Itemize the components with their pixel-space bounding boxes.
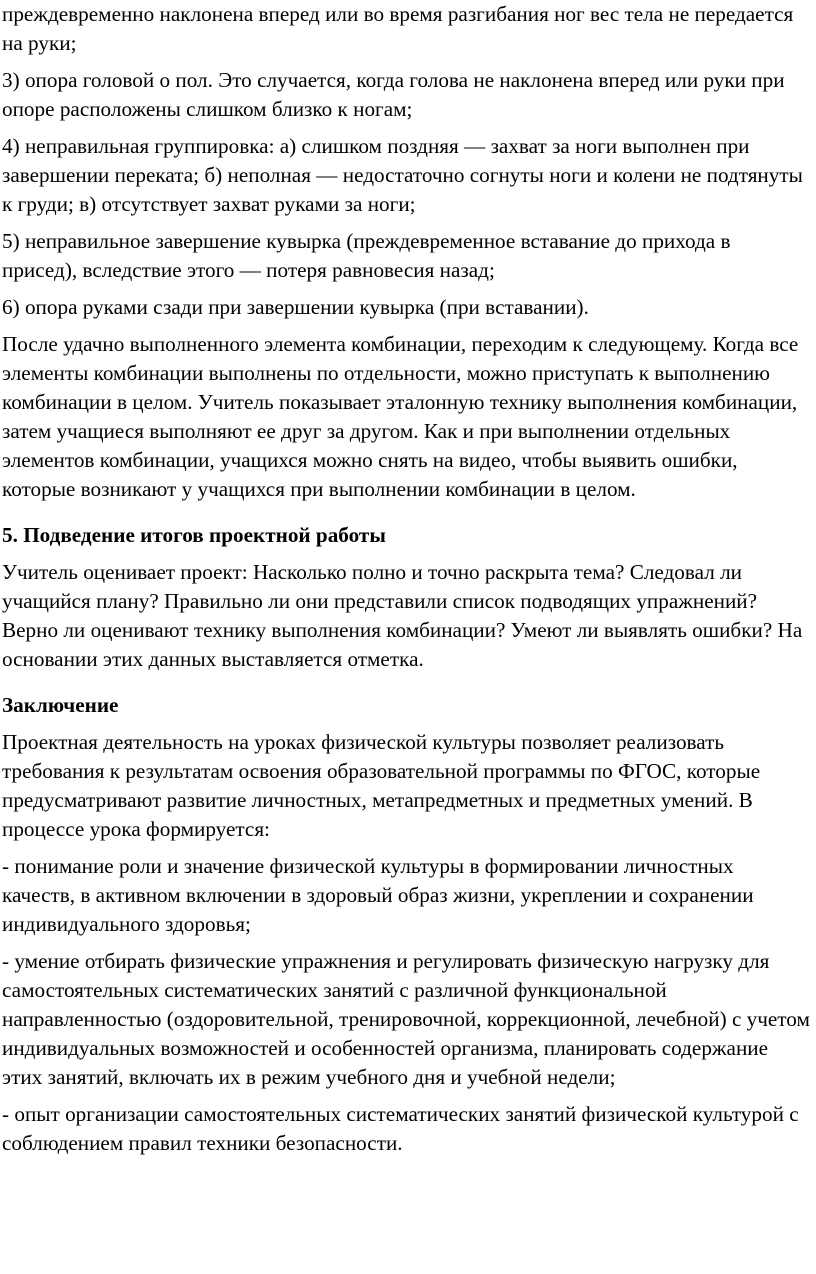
conclusion-heading: Заключение [2, 693, 119, 717]
error-item-5: 5) неправильное завершение кувырка (преждевременное вставание до прихода в присед), вследствие этого — потеря равновесия назад; [2, 229, 731, 282]
combination-paragraph: После удачно выполненного элемента комбинации, переходим к следующему. Когда все элементы комбинации выполнены по отдельности, можно приступать к выполнению комбинации в целом. Учитель показывает эталонную технику выполнения комбинации, затем учащиеся выполняют ее друг за другом. Как и при выполнении отдельных элементов комбинации, учащихся можно снять на видео, чтобы выявить ошибки, которые возникают у учащихся при выполнении комбинации в целом. [2, 332, 799, 501]
section-5-heading: 5. Подведение итогов проектной работы [2, 523, 386, 547]
conclusion-item-1: - понимание роли и значение физической культуры в формировании личностных качеств, в активном включении в здоровый образ жизни, укреплении и сохранении индивидуального здоровья; [2, 854, 754, 936]
conclusion-item-2: - умение отбирать физические упражнения и регулировать физическую нагрузку для самостоятельных систематических занятий с различной функциональной направленностью (оздоровительной, тренировочной, коррекционной, лечебной) с учетом индивидуальных возможностей и особенностей организма, планировать содержание этих занятий, включать их в режим учебного дня и учебной недели; [2, 949, 810, 1089]
section-5-text: Учитель оценивает проект: Насколько полно и точно раскрыта тема? Следовал ли учащийся плану? Правильно ли они представили список подводящих упражнений? Верно ли оценивают технику выполнения комбинации? Умеют ли выявлять ошибки? На основании этих данных выставляется отметка. [2, 560, 803, 671]
error-item-6: 6) опора руками сзади при завершении кувырка (при вставании). [2, 295, 589, 319]
error-item-2-continuation: преждевременно наклонена вперед или во время разгибания ног вес тела не передается на руки; [2, 2, 794, 55]
error-item-3: 3) опора головой о пол. Это случается, когда голова не наклонена вперед или руки при опоре расположены слишком близко к ногам; [2, 68, 785, 121]
error-item-4: 4) неправильная группировка: а) слишком поздняя — захват за ноги выполнен при завершении переката; б) неполная — недостаточно согнуты ноги и колени не подтянуты к груди; в) отсутствует захват руками за ноги; [2, 134, 803, 216]
conclusion-item-3: - опыт организации самостоятельных систематических занятий физической культурой с соблюдением правил техники безопасности. [2, 1102, 799, 1155]
conclusion-intro: Проектная деятельность на уроках физической культуры позволяет реализовать требования к результатам освоения образовательной программы по ФГОС, которые предусматривают развитие личностных, метапредметных и предметных умений. В процессе урока формируется: [2, 730, 761, 841]
